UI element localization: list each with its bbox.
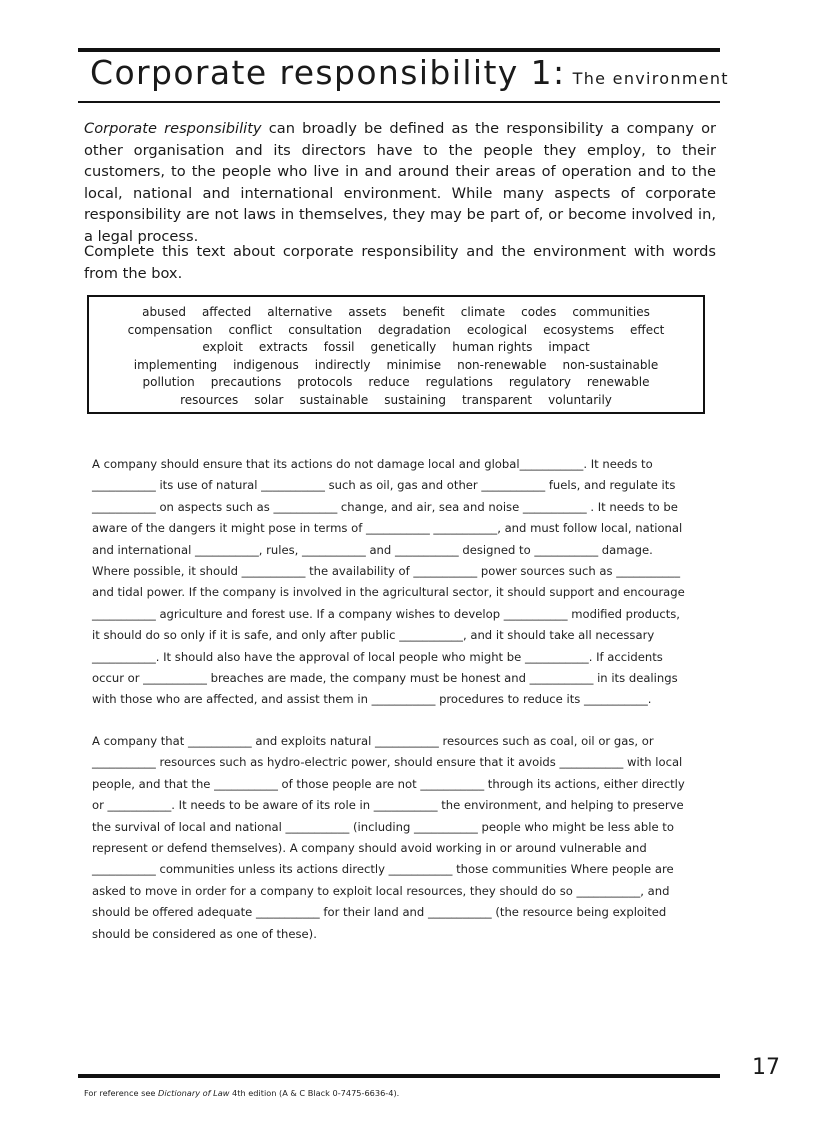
word-box-word: resources xyxy=(180,392,239,407)
word-box-word: abused xyxy=(142,305,186,319)
word-box-word: codes xyxy=(521,305,557,319)
title-rule xyxy=(78,101,720,103)
word-box-word: consultation xyxy=(288,322,362,337)
word-box-word: solar xyxy=(254,392,284,407)
footer-prefix: For reference see xyxy=(84,1088,159,1098)
passage-line: people, and that the ___________ of those people are not ___________ through its actions, either directly xyxy=(92,776,685,791)
word-box-word: affected xyxy=(201,305,252,319)
word-box-word: pollution xyxy=(142,375,195,389)
top-rule xyxy=(78,48,720,52)
word-box-word: precautions xyxy=(210,375,282,389)
passage-line: ___________ on aspects such as ___________ change, and air, sea and noise ___________ . It needs to be xyxy=(92,499,678,514)
footer-reference xyxy=(84,1088,399,1098)
passage-line: and international ___________, rules, ___________ and ___________ designed to ___________ damage. xyxy=(92,542,653,557)
word-box-word: alternative xyxy=(267,305,333,319)
word-box-word: renewable xyxy=(586,375,650,389)
word-box-word: non-renewable xyxy=(457,357,547,372)
passage-line: ___________ communities unless its actions directly ___________ those communities Where people are xyxy=(92,862,674,877)
word-box-word: voluntarily xyxy=(548,392,612,407)
word-box-row xyxy=(89,392,703,410)
title-sub: The environment xyxy=(572,69,729,88)
word-box-word: human rights xyxy=(452,340,533,354)
word-box-word: reduce xyxy=(368,375,410,389)
passage-line: ___________ agriculture and forest use. If a company wishes to develop ___________ modified products, xyxy=(92,606,680,621)
title-main: Corporate responsibility 1: xyxy=(90,53,566,92)
word-box-word: ecosystems xyxy=(543,322,615,337)
passage-line: ___________ its use of natural ___________ such as oil, gas and other ___________ fuels, and regulate its xyxy=(92,478,676,493)
intro-text: can broadly be defined as the responsibility a company or other organisation and its directors have to the people they employ, to their customers, to the people who live in and around their areas of operation and to the local, national and international environment. While many aspects of corporate responsibility are not laws in themselves, they may be part of, or become involved in, a legal process. xyxy=(84,120,716,245)
word-box xyxy=(87,295,705,414)
word-box-word: effect xyxy=(630,322,665,337)
page-number: 17 xyxy=(752,1055,780,1080)
word-box-row xyxy=(89,374,703,392)
passage-2 xyxy=(92,731,712,945)
footer-book: Dictionary of Law xyxy=(158,1088,230,1098)
intro-paragraph xyxy=(84,118,716,247)
bottom-rule xyxy=(78,1074,720,1078)
word-box-row xyxy=(89,322,703,340)
word-box-word: minimise xyxy=(386,357,442,372)
word-box-word: exploit xyxy=(202,340,243,354)
word-box-word: non-sustainable xyxy=(562,357,659,372)
word-box-word: protocols xyxy=(297,375,353,389)
word-box-word: extracts xyxy=(258,340,308,354)
word-box-word: indigenous xyxy=(233,357,299,372)
word-box-row xyxy=(89,339,703,357)
passage-line: the survival of local and national ___________ (including ___________ people who might be less able to xyxy=(92,819,674,834)
word-box-word: indirectly xyxy=(314,357,371,372)
word-box-word: fossil xyxy=(323,340,355,354)
passage-line: should be considered as one of these). xyxy=(92,926,317,941)
word-box-word: impact xyxy=(548,340,590,354)
instruction-text: Complete this text about corporate responsibility and the environment with words from the box. xyxy=(84,243,716,282)
word-box-word: sustaining xyxy=(384,392,446,407)
word-box-word: communities xyxy=(572,305,650,319)
passage-line: A company should ensure that its actions do not damage local and global___________. It needs to xyxy=(92,457,653,471)
word-box-word: regulations xyxy=(425,375,493,389)
passage-line: A company that ___________ and exploits natural ___________ resources such as coal, oil or gas, or xyxy=(92,734,654,748)
page-title xyxy=(90,53,729,92)
passage-line: Where possible, it should ___________ the availability of ___________ power sources such as ___________ xyxy=(92,564,681,579)
passage-line: ___________. It should also have the approval of local people who might be ___________. If accidents xyxy=(92,649,663,664)
word-box-word: benefit xyxy=(402,305,445,319)
passage-line: represent or defend themselves). A company should avoid working in or around vulnerable and xyxy=(92,841,647,856)
word-box-word: sustainable xyxy=(299,392,369,407)
footer-suffix: 4th edition (A & C Black 0-7475-6636-4). xyxy=(229,1088,400,1098)
passage-line: or ___________. It needs to be aware of its role in ___________ the environment, and helping to preserve xyxy=(92,798,684,813)
word-box-word: ecological xyxy=(466,322,528,337)
passage-line: aware of the dangers it might pose in terms of ___________ ___________, and must follow local, national xyxy=(92,521,683,536)
passage-line: and tidal power. If the company is involved in the agricultural sector, it should support and encourage xyxy=(92,585,685,600)
word-box-rows xyxy=(89,304,703,409)
word-box-word: conflict xyxy=(228,322,273,337)
word-box-word: genetically xyxy=(370,340,437,354)
passage-line: occur or ___________ breaches are made, the company must be honest and ___________ in its dealings xyxy=(92,671,678,686)
word-box-word: climate xyxy=(460,305,506,319)
word-box-word: regulatory xyxy=(508,375,571,389)
passage-1 xyxy=(92,454,712,711)
word-box-word: implementing xyxy=(133,357,218,372)
passage-line: ___________ resources such as hydro-electric power, should ensure that it avoids ___________ with local xyxy=(92,755,683,770)
word-box-word: compensation xyxy=(127,322,213,337)
intro-term: Corporate responsibility xyxy=(84,120,262,137)
word-box-word: assets xyxy=(348,305,387,319)
word-box-row xyxy=(89,357,703,375)
passage-line: it should do so only if it is safe, and only after public ___________, and it should take all necessary xyxy=(92,628,655,643)
passage-line: with those who are affected, and assist them in ___________ procedures to reduce its ___________. xyxy=(92,692,652,707)
word-box-word: degradation xyxy=(377,322,451,337)
word-box-row xyxy=(89,304,703,322)
passage-line: should be offered adequate ___________ for their land and ___________ (the resource being exploited xyxy=(92,905,667,920)
passage-line: asked to move in order for a company to exploit local resources, they should do so ___________, and xyxy=(92,883,670,898)
word-box-word: transparent xyxy=(461,392,533,407)
